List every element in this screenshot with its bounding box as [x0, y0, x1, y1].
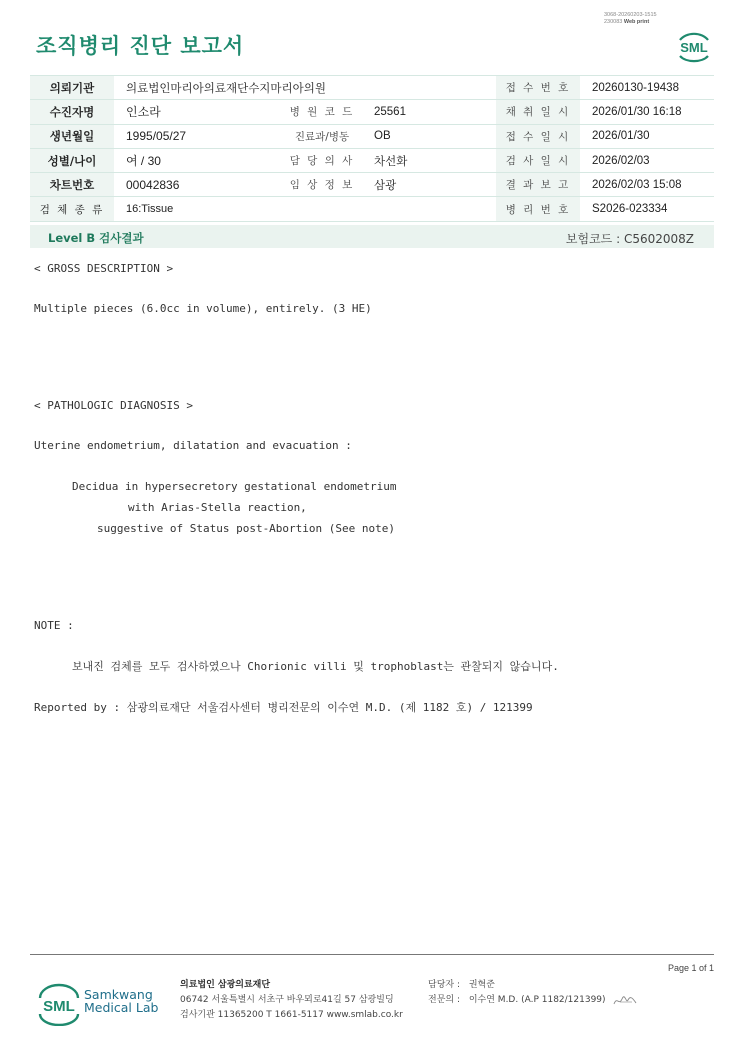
birth-value: 1995/05/27	[114, 124, 282, 148]
org-contact: 검사기관 11365200 T 1661-5117 www.smlab.co.kr	[180, 1010, 403, 1020]
gross-header: < GROSS DESCRIPTION >	[34, 262, 174, 275]
doctor-label: 담 당 의 사	[282, 148, 362, 172]
path-no-label: 병 리 번 호	[496, 197, 580, 221]
brand-line2: Medical Lab	[84, 1000, 159, 1015]
signature-icon	[612, 994, 640, 1008]
footer-staff-info	[428, 978, 606, 1008]
hospital-code-label: 병 원 코 드	[282, 100, 362, 124]
gross-text: Multiple pieces (6.0cc in volume), entirely. (3 HE)	[34, 302, 372, 315]
specimen-value: 16:Tissue	[114, 197, 496, 221]
receipt-no-value: 20260130-19438	[580, 76, 714, 100]
test-date-label: 검 사 일 시	[496, 148, 580, 172]
diagnosis-line: suggestive of Status post-Abortion (See note)	[97, 522, 396, 535]
diagnosis-line: with Arias-Stella reaction,	[128, 501, 307, 514]
dept-value: OB	[362, 124, 496, 148]
note-header: NOTE :	[34, 619, 74, 632]
info-row	[30, 148, 714, 172]
info-row	[30, 197, 714, 221]
institution-value: 의료법인마리아의료재단수지마리아의원	[114, 76, 496, 100]
patient-value: 인소라	[114, 100, 282, 124]
footer-org-info	[180, 978, 403, 1023]
patient-label: 수진자명	[30, 100, 114, 124]
logo-bottom-text: SML	[43, 998, 75, 1015]
footer-divider	[30, 954, 714, 955]
sml-logo-icon	[674, 26, 714, 64]
path-no-value: S2026-023334	[580, 197, 714, 221]
dept-label: 진료과/병동	[282, 124, 362, 148]
manager-name: 권혁준	[468, 980, 495, 990]
print-meta-webprint: Web print	[623, 19, 650, 25]
logo-top-text: SML	[680, 40, 708, 55]
info-row	[30, 173, 714, 197]
receipt-date-label: 접 수 일 시	[496, 124, 580, 148]
specialist-label: 전문의 :	[428, 995, 460, 1005]
print-meta-line1: 3068-20260203-1515	[604, 12, 657, 18]
sml-logo-icon	[36, 982, 82, 1026]
note-text: 보내진 검체를 모두 검사하였으나 Chorionic villi 및 trophoblast는 관찰되지 않습니다.	[72, 660, 559, 673]
insurance-code: 보험코드 : C5602008Z	[565, 232, 694, 246]
receipt-no-label: 접 수 번 호	[496, 76, 580, 100]
diagnosis-header: < PATHOLOGIC DIAGNOSIS >	[34, 399, 193, 412]
sexage-value: 여 / 30	[114, 148, 282, 172]
org-name: 의료법인 삼광의료재단	[180, 980, 271, 990]
hospital-code-value: 25561	[362, 100, 496, 124]
info-row	[30, 76, 714, 100]
level-result-title: Level B 검사결과	[48, 231, 144, 245]
page-title: 조직병리 진단 보고서	[36, 34, 245, 58]
institution-label: 의뢰기관	[30, 76, 114, 100]
result-label: 결 과 보 고	[496, 173, 580, 197]
patient-info-table	[30, 75, 714, 222]
print-meta	[604, 12, 657, 26]
specimen-label: 검 체 종 류	[30, 197, 114, 221]
level-result-bar	[30, 225, 714, 248]
brand-line1: Samkwang	[84, 987, 153, 1002]
info-row	[30, 124, 714, 148]
sexage-label: 성별/나이	[30, 148, 114, 172]
specialist-name: 이수연 M.D. (A.P 1182/121399)	[468, 995, 606, 1005]
reported-by: Reported by : 삼광의료재단 서울검사센터 병리전문의 이수연 M.D. (제 1182 호) / 121399	[34, 701, 533, 714]
org-address: 06742 서울특별시 서초구 바우뫼로41길 57 삼광빌딩	[180, 995, 394, 1005]
clinical-label: 임 상 정 보	[282, 173, 362, 197]
test-date-value: 2026/02/03	[580, 148, 714, 172]
diagnosis-line: Uterine endometrium, dilatation and evacuation :	[34, 439, 352, 452]
chart-value: 00042836	[114, 173, 282, 197]
print-meta-line2: 230083	[604, 19, 623, 25]
birth-label: 생년월일	[30, 124, 114, 148]
result-value: 2026/02/03 15:08	[580, 173, 714, 197]
diagnosis-line: Decidua in hypersecretory gestational endometrium	[72, 480, 397, 493]
doctor-value: 차선화	[362, 148, 496, 172]
collect-dt-value: 2026/01/30 16:18	[580, 100, 714, 124]
receipt-date-value: 2026/01/30	[580, 124, 714, 148]
chart-label: 차트번호	[30, 173, 114, 197]
clinical-value: 삼광	[362, 173, 496, 197]
page-number: Page 1 of 1	[668, 963, 715, 973]
collect-dt-label: 채 취 일 시	[496, 100, 580, 124]
manager-label: 담당자 :	[428, 980, 460, 990]
info-row	[30, 100, 714, 124]
